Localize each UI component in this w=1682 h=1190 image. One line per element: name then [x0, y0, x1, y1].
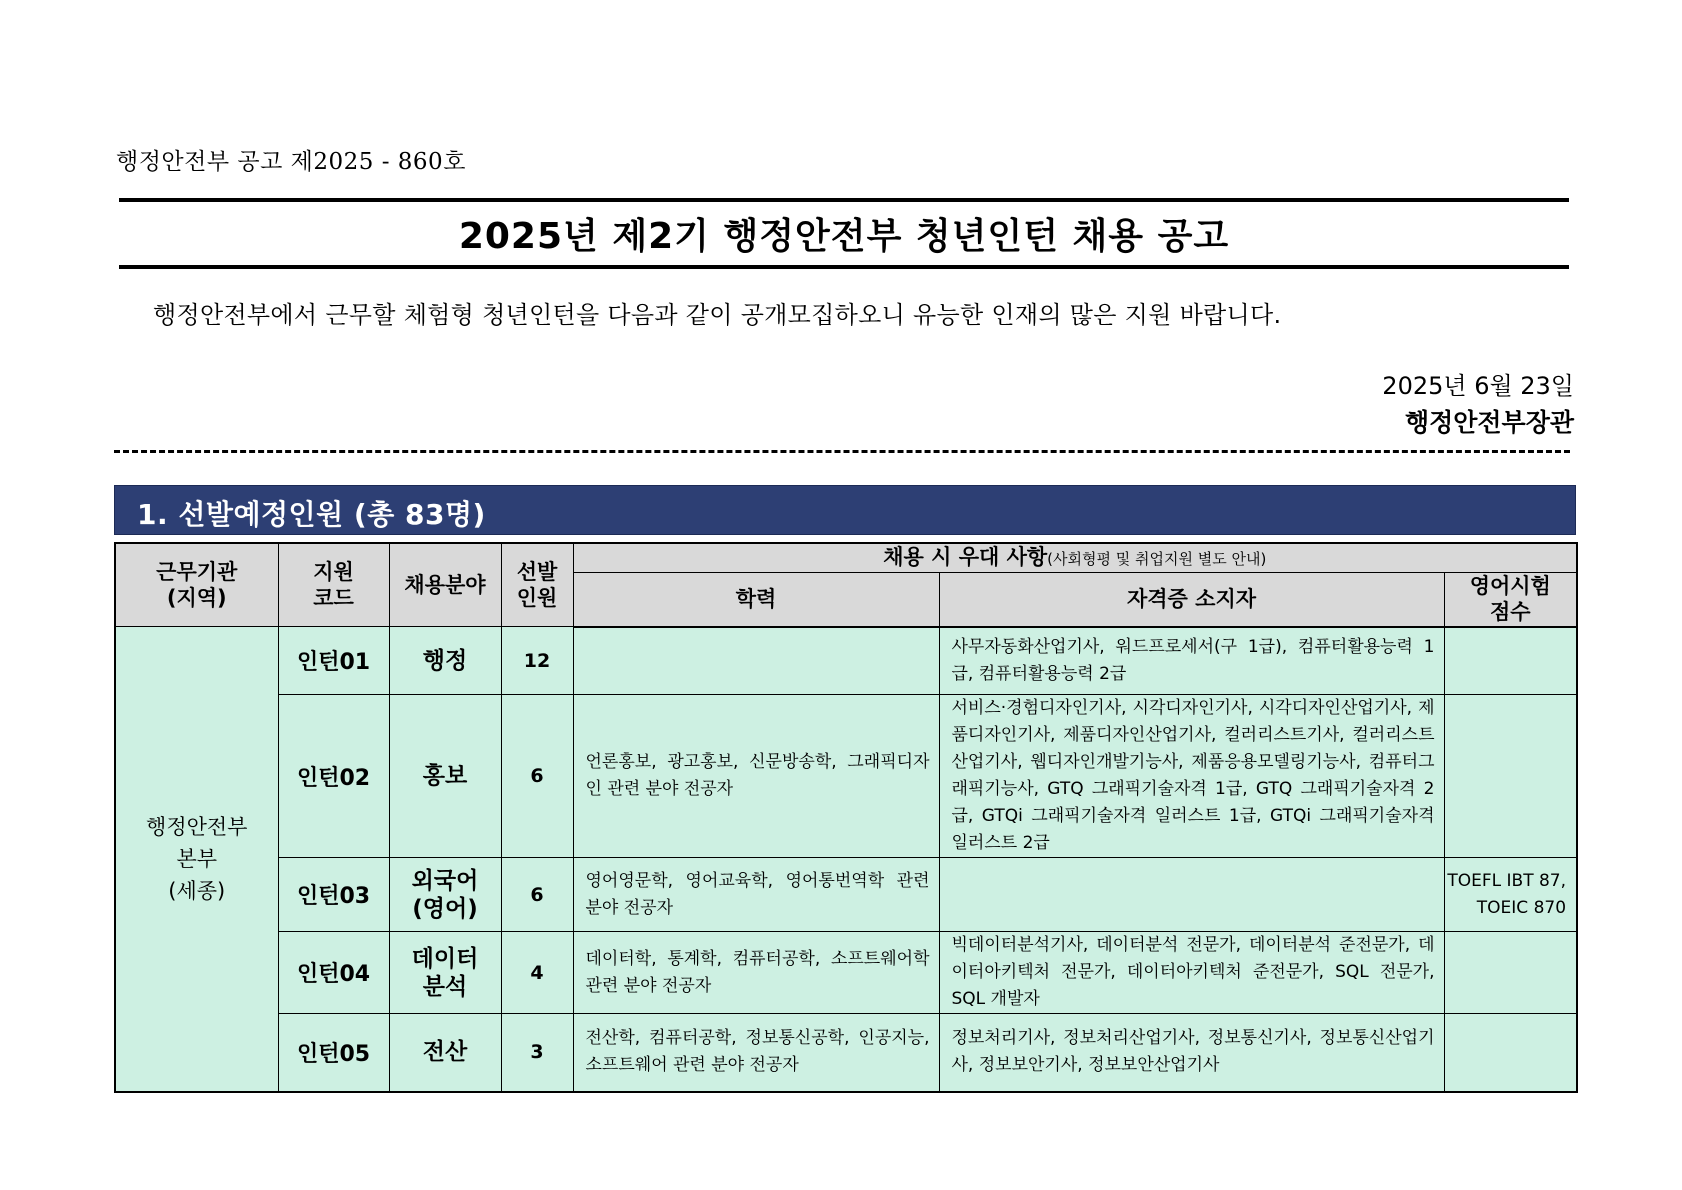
- table-row: [115, 932, 1577, 1014]
- code-cell: 인턴04: [278, 932, 389, 1014]
- header-english: 영어시험 점수: [1444, 573, 1577, 627]
- field-cell: 행정: [389, 627, 501, 695]
- code-cell: 인턴01: [278, 627, 389, 695]
- header-preference: [573, 543, 1577, 573]
- page-title: 2025년 제2기 행정안전부 청년인턴 채용 공고: [458, 216, 1230, 257]
- recruitment-table: [114, 542, 1578, 1093]
- code-cell: 인턴02: [278, 695, 389, 858]
- code-cell: 인턴03: [278, 858, 389, 932]
- header-code: 지원 코드: [278, 543, 389, 627]
- intro-text: 행정안전부에서 근무할 체험형 청년인턴을 다음과 같이 공개모집하오니 유능한 인재의 많은 지원 바랍니다.: [153, 301, 1282, 329]
- header-certificate: 자격증 소지자: [939, 573, 1444, 627]
- field-cell: 전산: [389, 1014, 501, 1092]
- field-cell: 홍보: [389, 695, 501, 858]
- field-cell: 외국어 (영어): [389, 858, 501, 932]
- count-cell: 6: [501, 858, 573, 932]
- title-rule-bottom: [119, 265, 1569, 269]
- english-cell: [1444, 1014, 1577, 1092]
- code-cell: 인턴05: [278, 1014, 389, 1092]
- table-row: [115, 858, 1577, 932]
- header-count: 선발 인원: [501, 543, 573, 627]
- count-cell: 4: [501, 932, 573, 1014]
- section-title: 1. 선발예정인원 (총 83명): [137, 498, 486, 531]
- education-cell: 언론홍보, 광고홍보, 신문방송학, 그래픽디자인 관련 분야 전공자: [573, 695, 939, 858]
- org-cell: 행정안전부 본부 (세종): [115, 627, 278, 1092]
- table-row: [115, 627, 1577, 695]
- issuer: 행정안전부장관: [1404, 408, 1574, 437]
- certificate-cell: 서비스·경험디자인기사, 시각디자인기사, 시각디자인산업기사, 제품디자인기사, 제품디자인산업기사, 컬러리스트기사, 컬러리스트산업기사, 웹디자인개발기능사, 제품응용모델링기능사, 컴퓨터그래픽기능사, GTQ 그래픽기술자격 1급, GTQ 그래픽기술자격 2급, GTQi 그래픽기술자격 일러스트 1급, GTQi 그래픽기술자격 일러스트 2급: [939, 695, 1444, 858]
- table-row: [115, 1014, 1577, 1092]
- education-cell: 데이터학, 통계학, 컴퓨터공학, 소프트웨어학 관련 분야 전공자: [573, 932, 939, 1014]
- english-cell: [1444, 627, 1577, 695]
- dashed-divider: [114, 450, 1570, 453]
- count-cell: 12: [501, 627, 573, 695]
- header-field: 채용분야: [389, 543, 501, 627]
- header-education: 학력: [573, 573, 939, 627]
- count-cell: 3: [501, 1014, 573, 1092]
- notice-number: 행정안전부 공고 제2025 - 860호: [116, 149, 466, 175]
- education-cell: [573, 627, 939, 695]
- count-cell: 6: [501, 695, 573, 858]
- english-cell: [1444, 932, 1577, 1014]
- english-cell: TOEFL IBT 87, TOEIC 870: [1444, 858, 1577, 932]
- certificate-cell: [939, 858, 1444, 932]
- certificate-cell: 빅데이터분석기사, 데이터분석 전문가, 데이터분석 준전문가, 데이터아키텍처 전문가, 데이터아키텍처 준전문가, SQL 전문가, SQL 개발자: [939, 932, 1444, 1014]
- header-preference-main: 채용 시 우대 사항: [883, 545, 1048, 569]
- education-cell: 영어영문학, 영어교육학, 영어통번역학 관련 분야 전공자: [573, 858, 939, 932]
- header-preference-note: (사회형평 및 취업지원 별도 안내): [1047, 550, 1267, 568]
- field-cell: 데이터 분석: [389, 932, 501, 1014]
- notice-date: 2025년 6월 23일: [1382, 372, 1574, 400]
- section-header: [114, 485, 1576, 535]
- education-cell: 전산학, 컴퓨터공학, 정보통신공학, 인공지능, 소프트웨어 관련 분야 전공자: [573, 1014, 939, 1092]
- english-cell: [1444, 695, 1577, 858]
- certificate-cell: 사무자동화산업기사, 워드프로세서(구 1급), 컴퓨터활용능력 1급, 컴퓨터활용능력 2급: [939, 627, 1444, 695]
- title-rule-top: [119, 198, 1569, 202]
- header-org: 근무기관 (지역): [115, 543, 278, 627]
- certificate-cell: 정보처리기사, 정보처리산업기사, 정보통신기사, 정보통신산업기사, 정보보안기사, 정보보안산업기사: [939, 1014, 1444, 1092]
- table-row: [115, 695, 1577, 858]
